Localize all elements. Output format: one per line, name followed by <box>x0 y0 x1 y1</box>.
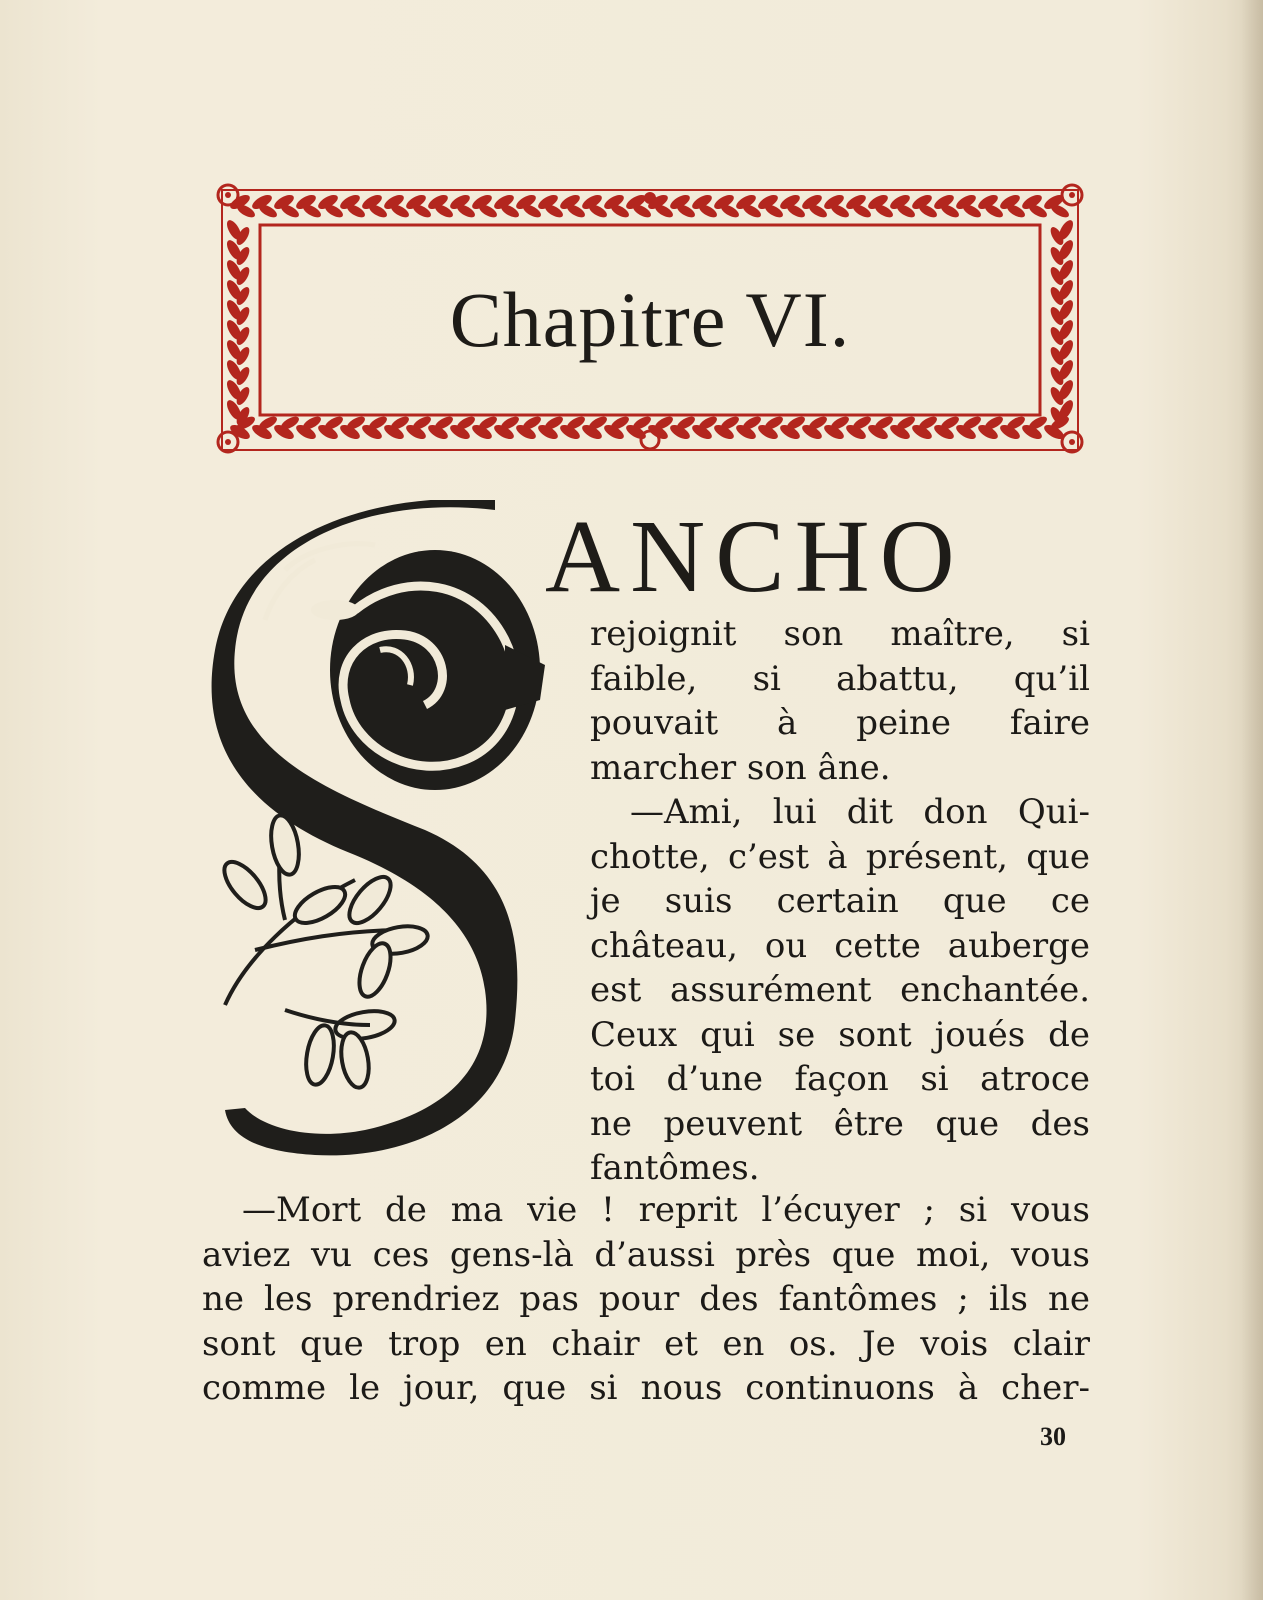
text-line: Ceux qui se sont joués de <box>590 1014 1090 1055</box>
drop-cap-word-rest: ANCHO <box>545 499 965 614</box>
center-flourish <box>641 431 659 449</box>
text-line: —Mort de ma vie ! reprit l’écuyer ; si vous <box>242 1190 1090 1230</box>
text-line: faible, si abattu, qu’il <box>590 658 1090 699</box>
corner-rosette-center <box>225 439 231 445</box>
full-width-text-column <box>202 1188 1090 1411</box>
narrow-text-column <box>590 612 1090 1191</box>
corner-rosette-center <box>1069 439 1075 445</box>
text-line: je suis certain que ce <box>590 881 1090 921</box>
corner-rosette-center <box>225 192 231 198</box>
chapter-title: Chapitre VI. <box>449 276 851 363</box>
drop-cap-s-ram-illustration <box>205 500 565 1190</box>
page-gutter-shadow <box>1241 0 1263 1600</box>
drop-cap-letter <box>205 500 565 1190</box>
text-line: aviez vu ces gens-là d’aussi près que moi, vous <box>202 1234 1090 1275</box>
text-line: toi d’une façon si atroce <box>590 1059 1090 1099</box>
text-line: comme le jour, que si nous continuons à cher- <box>202 1368 1090 1408</box>
text-line: sont que trop en chair et en os. Je vois clair <box>202 1323 1090 1364</box>
text-line: rejoignit son maître, si <box>590 614 1090 654</box>
corner-rosette-center <box>1069 192 1075 198</box>
chapter-ornament-frame <box>210 180 1090 460</box>
page-number: 30 <box>1040 1422 1066 1451</box>
center-flourish <box>644 192 656 204</box>
text-line: château, ou cette auberge <box>590 925 1090 966</box>
text-line: ne peuvent être que des <box>590 1103 1090 1144</box>
ram-head-icon <box>265 544 545 790</box>
text-line: —Ami, lui dit don Qui- <box>630 792 1090 832</box>
text-line: fantômes. <box>590 1148 760 1188</box>
text-line: est assurément enchantée. <box>590 970 1090 1010</box>
text-line: marcher son âne. <box>590 747 891 788</box>
text-line: ne les prendriez pas pour des fantômes ; ils ne <box>202 1279 1090 1319</box>
text-line: pouvait à peine faire <box>590 703 1090 743</box>
text-line: chotte, c’est à présent, que <box>590 836 1090 877</box>
